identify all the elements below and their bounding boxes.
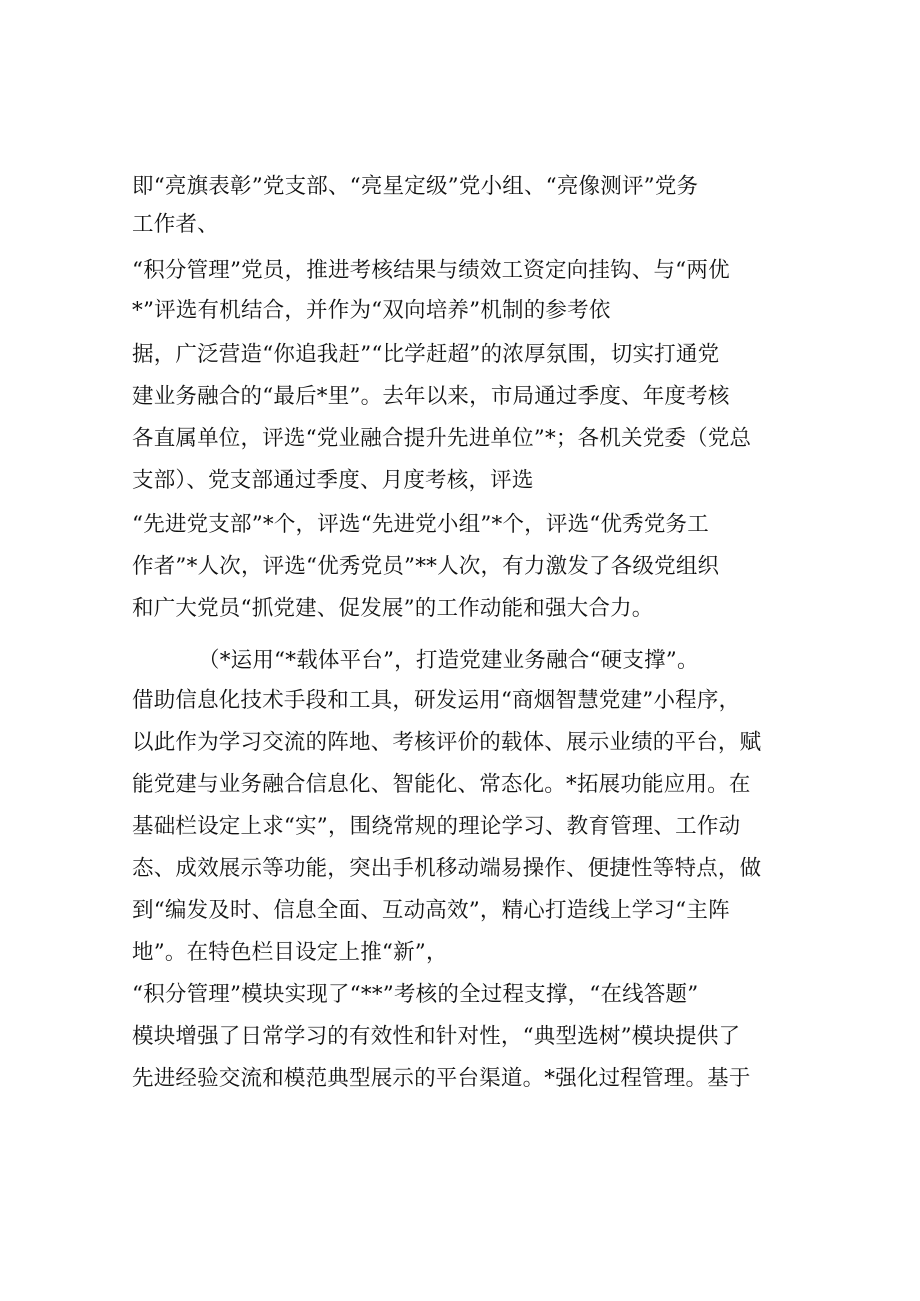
- paragraph-line: 工作者、: [132, 212, 219, 237]
- paragraph-line: 即“亮旗表彰”党支部、“亮星定级”党小组、“亮像测评”党务: [132, 174, 699, 199]
- paragraph-line: *”评选有机结合，并作为“双向培养”机制的参考依: [132, 298, 611, 323]
- paragraph-line: “积分管理”模块实现了“**”考核的全过程支撑，“在线答题”: [132, 982, 699, 1007]
- paragraph-line: 态、成效展示等功能，突出手机移动端易操作、便捷性等特点，做: [132, 856, 762, 881]
- paragraph-line: “先进党支部”*个，评选“先进党小组”*个，评选“优秀党务工: [132, 512, 709, 537]
- paragraph-line: 地”。在特色栏目设定上推“新”，: [132, 940, 448, 965]
- paragraph-line: 各直属单位，评选“党业融合提升先进单位”*；各机关党委（党总: [132, 426, 752, 451]
- paragraph-line: 和广大党员“抓党建、促发展”的工作动能和强大合力。: [132, 596, 654, 621]
- paragraph-line: 以此作为学习交流的阵地、考核评价的载体、展示业绩的平台，赋: [132, 730, 762, 755]
- paragraph-line: 基础栏设定上求“实”，围绕常规的理论学习、教育管理、工作动: [132, 814, 741, 839]
- paragraph-line: 先进经验交流和模范典型展示的平台渠道。*强化过程管理。基于: [132, 1066, 751, 1091]
- paragraph-line: 据，广泛营造“你追我赶”“比学赶超”的浓厚氛围，切实打通党: [132, 342, 720, 367]
- paragraph-line: 能党建与业务融合信息化、智能化、常态化。*拓展功能应用。在: [132, 772, 751, 797]
- paragraph-line: “积分管理”党员，推进考核结果与绩效工资定向挂钩、与“两优: [132, 258, 730, 283]
- paragraph-line: 模块增强了日常学习的有效性和针对性，“典型选树”模块提供了: [132, 1024, 741, 1049]
- section-heading-line: （*运用“*载体平台”，打造党建业务融合“硬支撑”。: [198, 648, 699, 673]
- paragraph-line: 支部）、党支部通过季度、月度考核，评选: [132, 468, 534, 493]
- paragraph-line: 借助信息化技术手段和工具，研发运用“商烟智慧党建”小程序，: [132, 688, 741, 713]
- paragraph-line: 建业务融合的“最后*里”。去年以来，市局通过季度、年度考核: [132, 384, 730, 409]
- paragraph-line: 到“编发及时、信息全面、互动高效”，精心打造线上学习“主阵: [132, 898, 730, 923]
- paragraph-line: 作者”*人次，评选“优秀党员”**人次，有力激发了各级党组织: [132, 554, 720, 579]
